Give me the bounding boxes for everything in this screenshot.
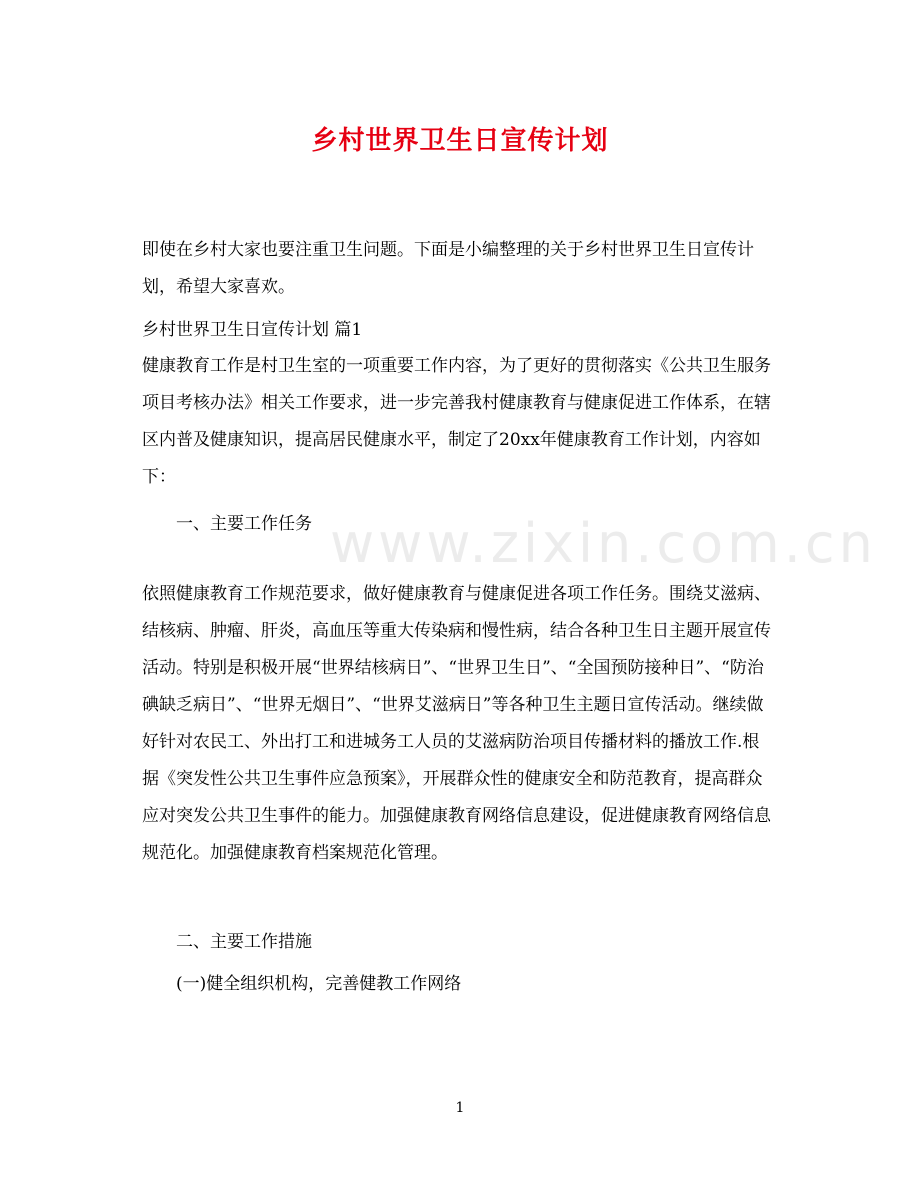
intro-paragraph: 即使在乡村大家也要注重卫生问题。下面是小编整理的关于乡村世界卫生日宣传计划，希望大家喜欢。 <box>142 240 754 297</box>
heading-main-tasks: 一、主要工作任务 <box>176 514 312 534</box>
section-title: 乡村世界卫生日宣传计划 篇1 <box>142 320 363 340</box>
paragraph-2: 依照健康教育工作规范要求，做好健康教育与健康促进各项工作任务。围绕艾滋病、结核病、肿瘤、肝炎，高血压等重大传染病和慢性病，结合各种卫生日主题开展宣传活动。特别是积极开展“世界结核病日”、“世界卫生日”、“全国预防接种日”、“防治碘缺乏病日”、“世界无烟日”、“世界艾滋病日”等各种卫生主题日宣传活动。继续做好针对农民工、外出打工和进城务工人员的艾滋病防治项目传播材料的播放工作.根据《突发性公共卫生事件应急预案》，开展群众性的健康安全和防范教育，提高群众应对突发公共卫生事件的能力。加强健康教育网络信息建设，促进健康教育网络信息规范化。加强健康教育档案规范化管理。 <box>142 584 771 863</box>
paragraph-1: 健康教育工作是村卫生室的一项重要工作内容，为了更好的贯彻落实《公共卫生服务项目考核办法》相关工作要求，进一步完善我村健康教育与健康促进工作体系，在辖区内普及健康知识，提高居民健康水平，制定了20xx年健康教育工作计划，内容如下： <box>142 356 771 487</box>
document-title: 乡村世界卫生日宣传计划 <box>311 126 609 156</box>
watermark: www.zixin.com.cn <box>330 512 877 575</box>
page-number: 1 <box>455 1100 465 1116</box>
heading-organization: (一)健全组织机构，完善健教工作网络 <box>176 974 462 994</box>
heading-main-measures: 二、主要工作措施 <box>176 932 312 952</box>
